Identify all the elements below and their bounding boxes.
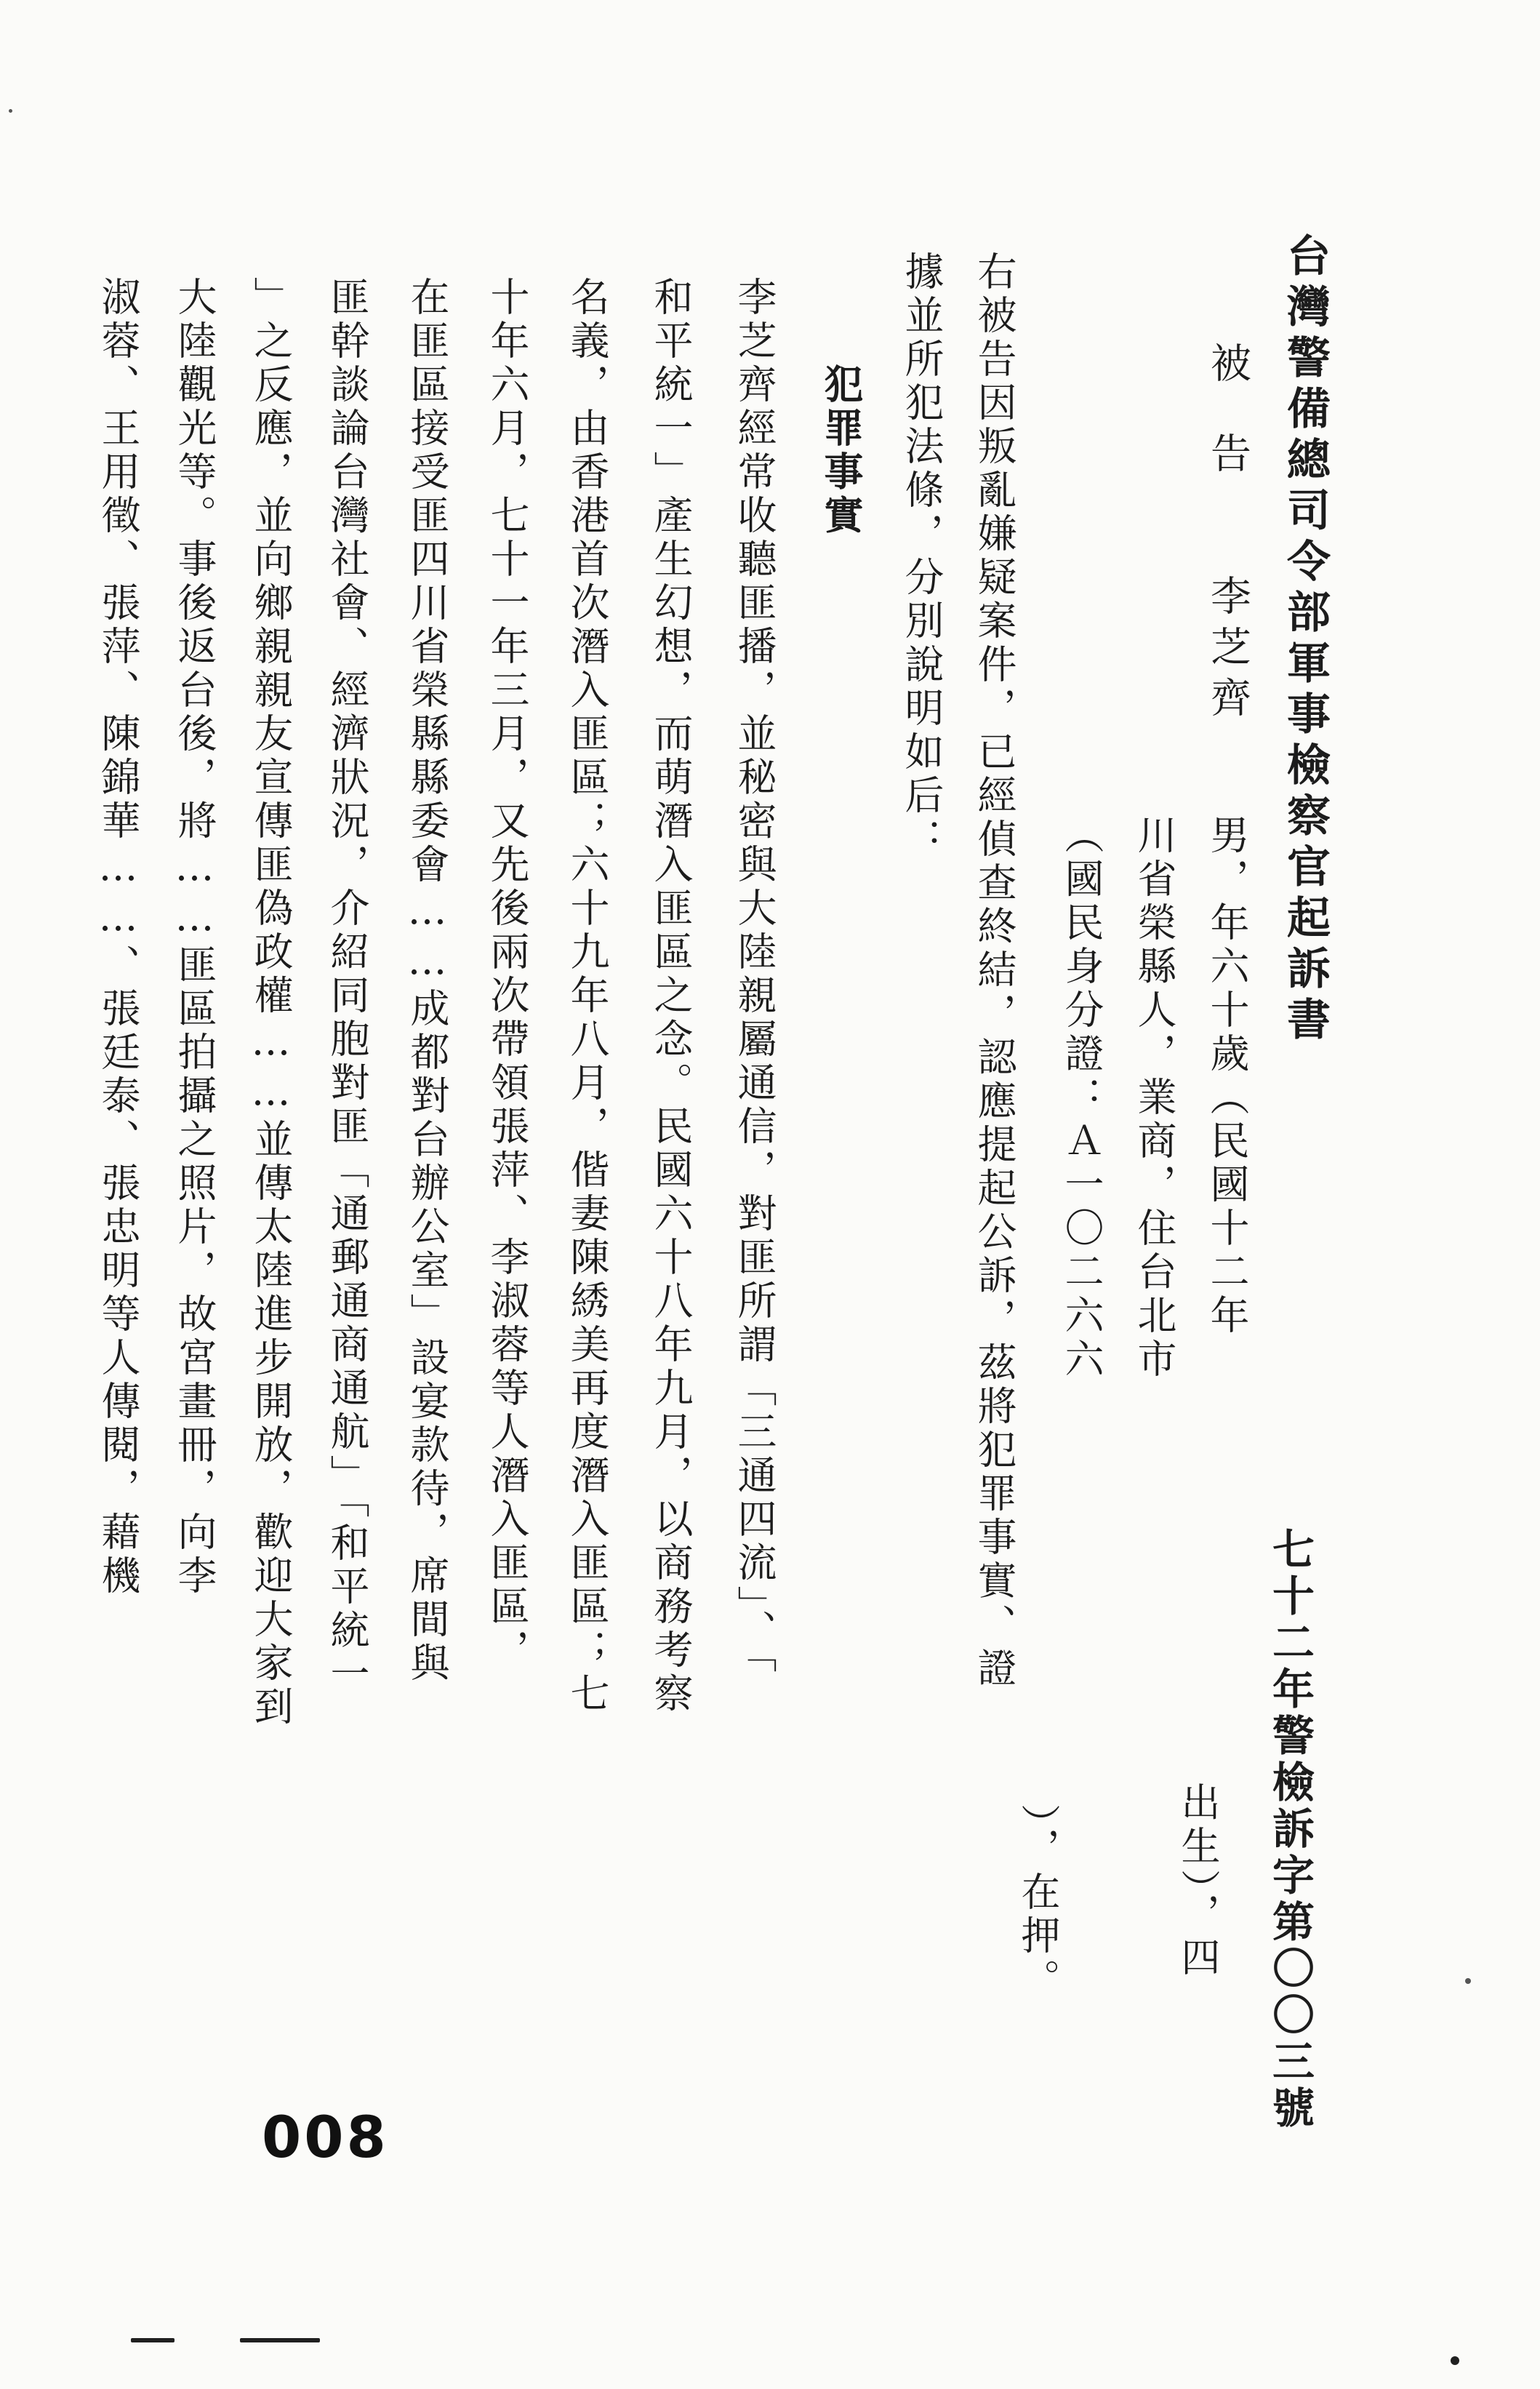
body-column-12: 淑蓉、王用徵、張萍、陳錦華……、張廷泰、張忠明等人傳閱，藉機: [95, 276, 141, 1598]
defendant-name: 李芝齊: [1204, 575, 1251, 727]
defendant-label: 被 告: [1204, 342, 1251, 477]
section-heading-crime-facts: 犯罪事實: [818, 364, 865, 538]
scan-speck: [1465, 1978, 1471, 1984]
scan-mark: [240, 2338, 320, 2342]
scan-mark: [131, 2338, 175, 2342]
body-column-6: 名義，由香港首次潛入匪區；六十九年八月，偕妻陳綉美再度潛入匪區；七: [564, 276, 610, 1716]
scan-mark: [1451, 2356, 1459, 2365]
defendant-detail-line-2: 川省榮縣人，業商，住台北市: [1131, 815, 1177, 1382]
body-column-8: 在匪區接受匪四川省榮縣縣委會……成都對台辦公室」設宴款待，席間與: [404, 276, 450, 1686]
custody-note: ），在押。: [1015, 1804, 1061, 2002]
body-column-11: 大陸觀光等。事後返台後，將……匪區拍攝之照片，故宮畫冊，向李: [172, 276, 217, 1598]
body-column-9: 匪幹談論台灣社會、經濟狀況，介紹同胞對匪「通郵通商通航」「和平統一: [324, 276, 370, 1697]
defendant-detail-line-3: （國民身分證：Ａ一〇二六六: [1059, 815, 1104, 1382]
scan-speck: [9, 109, 12, 113]
birth-note: 出生），四: [1175, 1782, 1221, 1980]
defendant-detail-line-1: 男，年六十歲（民國十二年: [1204, 815, 1250, 1338]
body-column-1: 右被告因叛亂嫌疑案件，已經偵查終結，認應提起公訴，茲將犯罪事實、證: [971, 251, 1017, 1691]
page-number: 008: [262, 2105, 389, 2171]
body-column-5: 和平統一」產生幻想，而萌潛入匪區之念。民國六十八年九月，以商務考察: [648, 276, 694, 1716]
body-column-10: 」之反應，並向鄉親親友宣傳匪偽政權……並傳太陸進步開放，歡迎大家到: [248, 276, 294, 1729]
body-column-4: 李芝齊經常收聽匪播，並秘密與大陸親屬通信，對匪所謂「三通四流」、「: [731, 276, 777, 1677]
body-column-7: 十年六月，七十一年三月，又先後兩次帶領張萍、李淑蓉等人潛入匪區，: [484, 276, 530, 1673]
document-title: 台灣警備總司令部軍事檢察官起訴書: [1280, 233, 1331, 1047]
document-reference: 七十二年警檢訴字第〇〇三號: [1265, 1527, 1315, 2132]
body-column-2: 據並所犯法條，分別說明如后：: [899, 251, 945, 862]
